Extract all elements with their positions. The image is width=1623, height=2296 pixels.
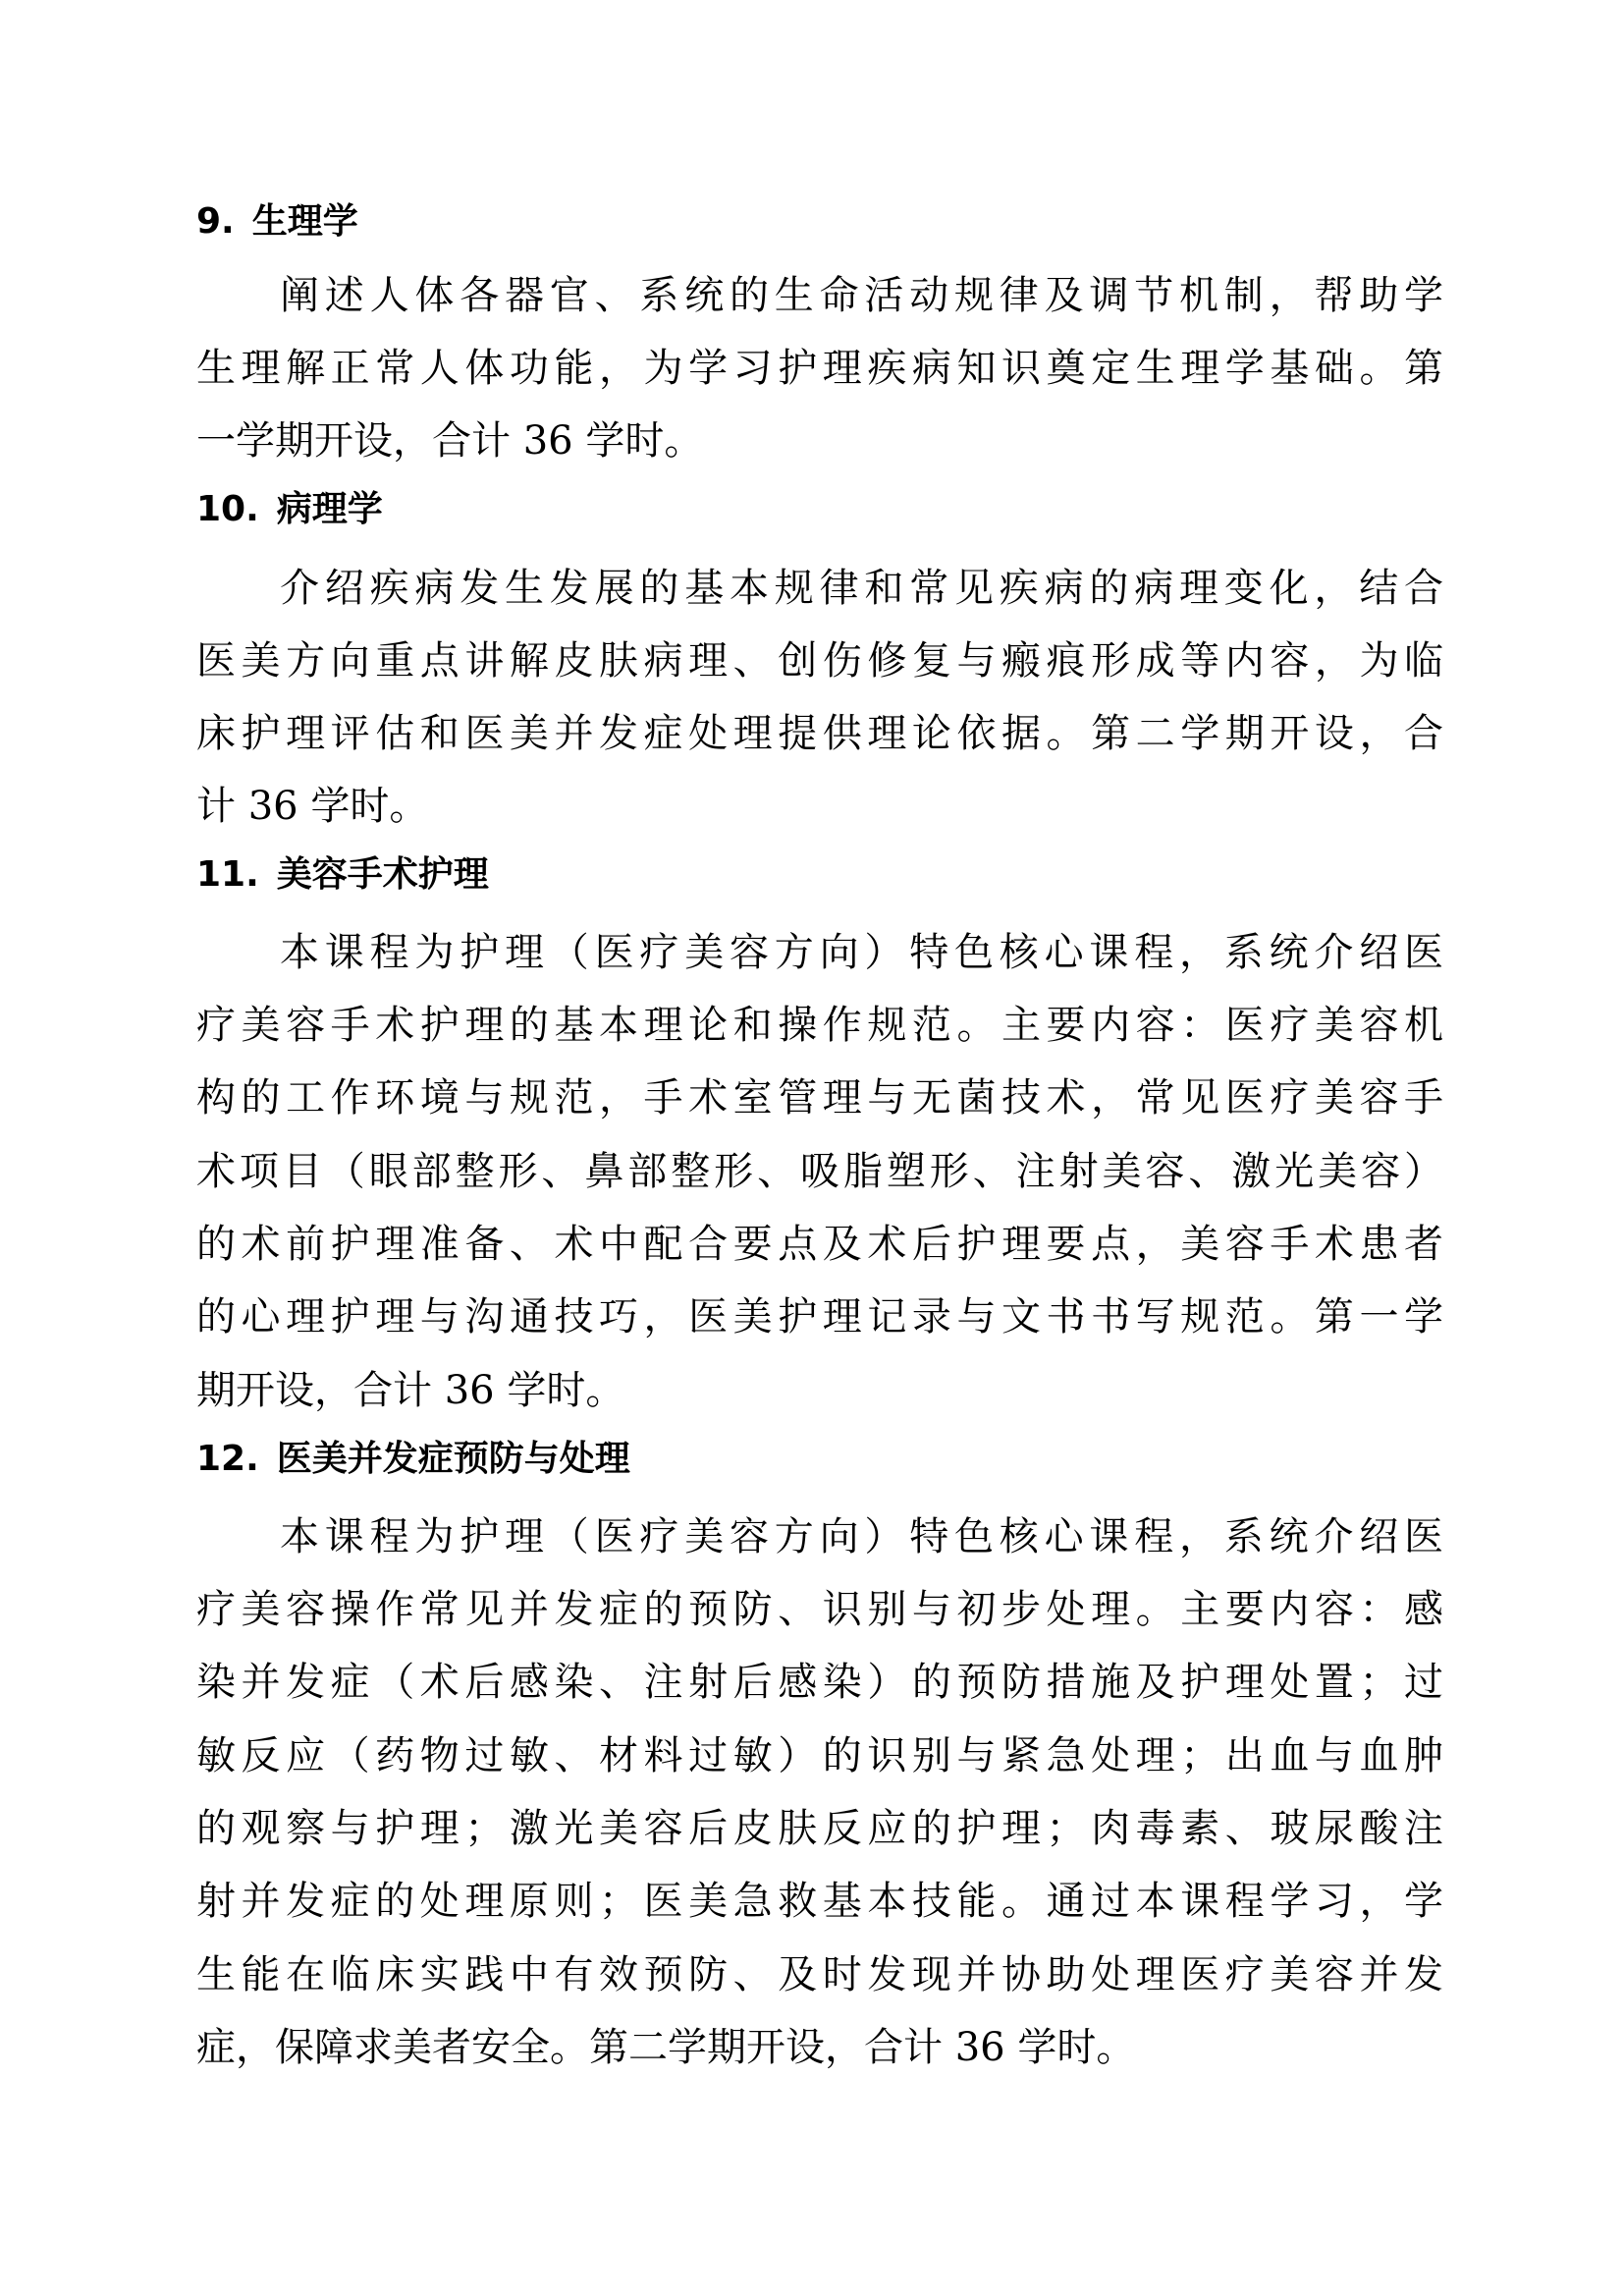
paragraph-line: 染并发症（术后感染、注射后感染）的预防措施及护理处置；过 bbox=[196, 1660, 1443, 1705]
paragraph-line: 生能在临床实践中有效预防、及时发现并协助处理医疗美容并发 bbox=[196, 1952, 1443, 1997]
paragraph-line: 介绍疾病发生发展的基本规律和常见疾病的病理变化，结合 bbox=[280, 566, 1443, 611]
section-heading bbox=[196, 194, 358, 249]
section-heading bbox=[196, 1432, 630, 1487]
section-heading bbox=[196, 482, 383, 537]
paragraph-line: 计 36 学时。 bbox=[196, 784, 429, 829]
section-number: 11. bbox=[196, 854, 259, 895]
paragraph-line: 床护理评估和医美并发症处理提供理论依据。第二学期开设，合 bbox=[196, 711, 1443, 756]
section-title: 病理学 bbox=[276, 489, 383, 529]
paragraph-line: 生理解正常人体功能，为学习护理疾病知识奠定生理学基础。第 bbox=[196, 346, 1443, 391]
paragraph-line: 阐述人体各器官、系统的生命活动规律及调节机制，帮助学 bbox=[280, 273, 1443, 318]
section-title: 医美并发症预防与处理 bbox=[276, 1439, 630, 1479]
paragraph-line: 期开设，合计 36 学时。 bbox=[196, 1368, 625, 1413]
paragraph-line: 的心理护理与沟通技巧，医美护理记录与文书书写规范。第一学 bbox=[196, 1294, 1443, 1339]
paragraph-line: 射并发症的处理原则；医美急救基本技能。通过本课程学习，学 bbox=[196, 1879, 1443, 1924]
paragraph-line: 构的工作环境与规范，手术室管理与无菌技术，常见医疗美容手 bbox=[196, 1075, 1443, 1121]
paragraph-line: 本课程为护理（医疗美容方向）特色核心课程，系统介绍医 bbox=[280, 1514, 1443, 1559]
section-title: 美容手术护理 bbox=[276, 854, 489, 895]
paragraph-line: 的观察与护理；激光美容后皮肤反应的护理；肉毒素、玻尿酸注 bbox=[196, 1806, 1443, 1851]
paragraph-line: 本课程为护理（医疗美容方向）特色核心课程，系统介绍医 bbox=[280, 930, 1443, 975]
section-heading bbox=[196, 847, 489, 902]
paragraph-line: 疗美容手术护理的基本理论和操作规范。主要内容：医疗美容机 bbox=[196, 1003, 1443, 1048]
paragraph-line: 疗美容操作常见并发症的预防、识别与初步处理。主要内容：感 bbox=[196, 1587, 1443, 1632]
section-number: 10. bbox=[196, 489, 259, 529]
section-number: 12. bbox=[196, 1439, 259, 1479]
paragraph-line: 术项目（眼部整形、鼻部整形、吸脂塑形、注射美容、激光美容） bbox=[196, 1149, 1443, 1194]
paragraph-line: 的术前护理准备、术中配合要点及术后护理要点，美容手术患者 bbox=[196, 1222, 1443, 1267]
section-number: 9. bbox=[196, 201, 235, 242]
paragraph-line: 一学期开设，合计 36 学时。 bbox=[196, 418, 704, 464]
paragraph-line: 症，保障求美者安全。第二学期开设，合计 36 学时。 bbox=[196, 2025, 1136, 2070]
section-title: 生理学 bbox=[251, 201, 358, 242]
paragraph-line: 医美方向重点讲解皮肤病理、创伤修复与瘢痕形成等内容，为临 bbox=[196, 638, 1443, 683]
paragraph-line: 敏反应（药物过敏、材料过敏）的识别与紧急处理；出血与血肿 bbox=[196, 1733, 1443, 1778]
